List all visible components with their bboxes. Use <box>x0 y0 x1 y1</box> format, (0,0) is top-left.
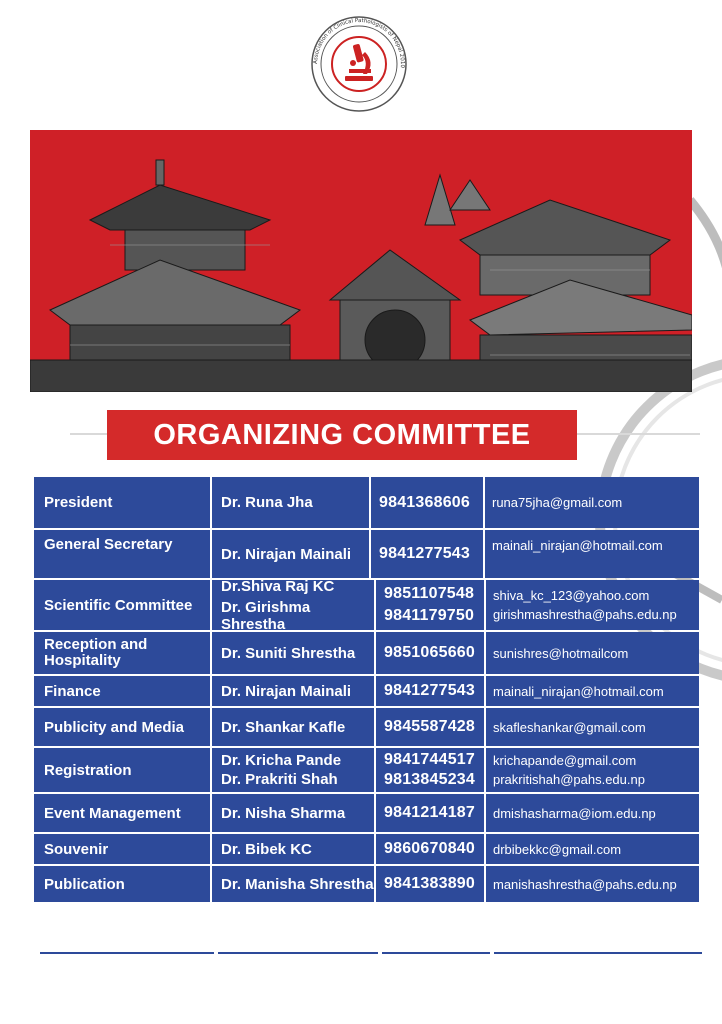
temple-illustration <box>30 130 692 392</box>
email-cell <box>486 632 699 674</box>
member-name: Dr. Nirajan Mainali <box>221 545 352 563</box>
email-cell <box>486 834 699 864</box>
phone-cell <box>376 794 484 832</box>
role-label: Scientific Committee <box>44 596 193 614</box>
role-label: Event Management <box>44 804 181 822</box>
name-cell <box>212 866 374 902</box>
temple-banner <box>30 130 692 392</box>
phone-cell <box>371 530 483 578</box>
phone-number: 9841368606 <box>379 493 470 511</box>
role-cell <box>34 834 210 864</box>
email-address: krichapande@gmail.com <box>493 753 637 768</box>
email-address: mainali_nirajan@hotmail.com <box>492 538 663 553</box>
phone-number: 9851065660 <box>384 644 475 661</box>
email-address: manishashrestha@pahs.edu.np <box>493 876 677 892</box>
member-name: Dr. Girishma Shrestha <box>221 598 311 633</box>
name-cell <box>212 748 374 792</box>
member-name: Dr. Prakriti Shah <box>221 771 338 788</box>
member-name: Dr.Shiva Raj KC <box>221 577 335 595</box>
email-cell <box>486 794 699 832</box>
email-address: shiva_kc_123@yahoo.com <box>493 588 650 603</box>
member-name: Dr. Nisha Sharma <box>221 804 346 822</box>
footer-divider <box>494 952 702 954</box>
member-name: Dr. Shankar Kafle <box>221 718 346 736</box>
phone-cell <box>371 477 483 528</box>
phone-number: 9845587428 <box>384 718 475 735</box>
phone-number: 9841179750 <box>384 607 475 624</box>
role-cell <box>34 748 210 792</box>
email-cell <box>485 530 699 578</box>
phone-number: 9841277543 <box>384 682 475 699</box>
member-name: Dr. Suniti Shrestha <box>221 644 356 662</box>
email-address: sunishres@hotmailcom <box>493 645 629 661</box>
role-cell <box>34 632 210 674</box>
member-name: Dr. Nirajan Mainali <box>221 682 352 700</box>
phone-number: 9841383890 <box>384 875 475 892</box>
phone-cell <box>376 580 484 630</box>
email-cell <box>486 580 699 630</box>
microscope-icon <box>309 14 409 114</box>
role-cell <box>34 708 210 746</box>
name-cell <box>212 676 374 706</box>
phone-number: 9813845234 <box>384 771 475 788</box>
phone-cell <box>376 632 484 674</box>
member-name: Dr. Manisha Shrestha <box>221 875 374 893</box>
role-label: Finance <box>44 682 101 700</box>
email-cell <box>486 748 699 792</box>
footer-divider <box>40 952 214 954</box>
role-cell <box>34 580 210 630</box>
email-address: dmishasharma@iom.edu.np <box>493 805 656 821</box>
email-cell <box>486 676 699 706</box>
role-cell <box>34 866 210 902</box>
name-cell <box>212 834 374 864</box>
phone-number: 9841744517 <box>384 751 475 768</box>
email-address: mainali_nirajan@hotmail.com <box>493 683 664 699</box>
role-label: President <box>44 494 113 511</box>
phone-cell <box>376 676 484 706</box>
email-address: drbibekkc@gmail.com <box>493 841 622 857</box>
email-address: runa75jha@gmail.com <box>492 495 623 510</box>
organization-seal <box>309 14 409 114</box>
role-cell <box>34 676 210 706</box>
name-cell <box>212 632 374 674</box>
svg-text:Association of Clinical Pathol: Association of Clinical Pathologists of Nepal 2010 <box>312 17 406 69</box>
role-cell <box>34 794 210 832</box>
email-cell <box>486 866 699 902</box>
role-label: Souvenir <box>44 840 109 858</box>
email-address: girishmashrestha@pahs.edu.np <box>493 607 677 622</box>
role-cell <box>34 477 210 528</box>
phone-number: 9851107548 <box>384 585 475 602</box>
footer-divider <box>218 952 378 954</box>
phone-cell <box>376 866 484 902</box>
footer-divider <box>382 952 490 954</box>
name-cell <box>212 477 369 528</box>
phone-cell <box>376 748 484 792</box>
name-cell <box>212 577 374 633</box>
role-cell <box>34 530 210 578</box>
role-label: Publicity and Media <box>44 718 185 736</box>
member-name: Dr. Bibek KC <box>221 840 312 858</box>
role-label: Reception and Hospitality <box>44 636 148 669</box>
phone-number: 9841214187 <box>384 804 475 821</box>
member-name: Dr. Runa Jha <box>221 494 313 511</box>
page-title: ORGANIZING COMMITTEE <box>107 410 577 460</box>
role-label: Registration <box>44 761 132 779</box>
email-cell <box>486 708 699 746</box>
role-label: General Secretary <box>44 536 173 553</box>
name-cell <box>212 794 374 832</box>
name-cell <box>212 708 374 746</box>
member-name: Dr. Kricha Pande <box>221 752 342 769</box>
email-address: prakritishah@pahs.edu.np <box>493 772 645 787</box>
phone-number: 9860670840 <box>384 840 475 857</box>
phone-number: 9841277543 <box>379 545 470 562</box>
phone-cell <box>376 708 484 746</box>
email-cell <box>485 477 699 528</box>
email-address: skafleshankar@gmail.com <box>493 719 646 735</box>
role-label: Publication <box>44 875 125 893</box>
phone-cell <box>376 834 484 864</box>
name-cell <box>212 530 369 578</box>
